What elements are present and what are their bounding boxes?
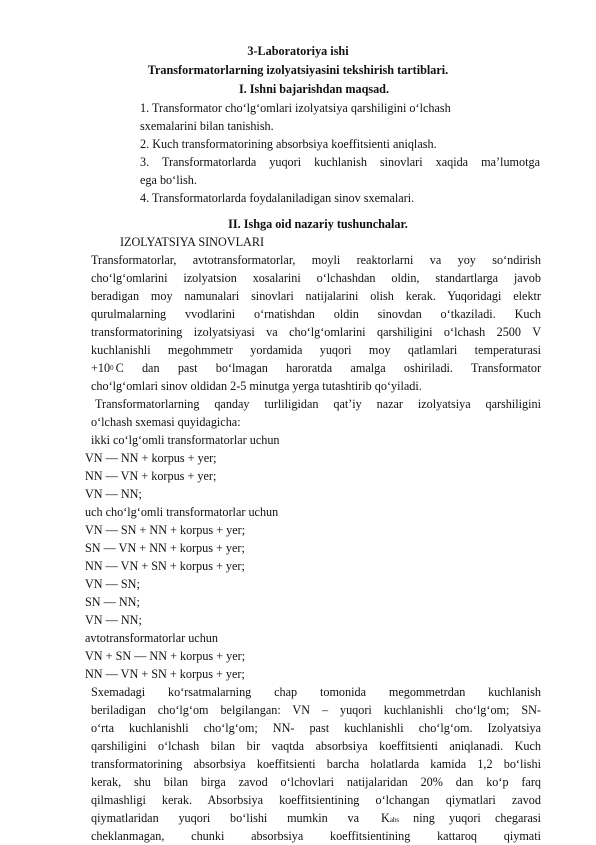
section-subheading: IZOLYATSIYA SINOVLARI bbox=[120, 235, 265, 249]
paragraph-line: Transformatorlarning qanday turliligidan qat’iy nazar izolyatsiya qarshiligini bbox=[95, 397, 541, 411]
paragraph-line: transformatorining izolyatsiyasi va cho‘lg‘omlarini qarshiligini o‘lchash 2500 V bbox=[91, 325, 541, 339]
paragraph-line: beriladigan cho‘lg‘om belgilangan: VN – yuqori kuchlanishli cho‘lg‘om; SN- bbox=[91, 703, 541, 717]
paragraph-line: Transformatorlar, avtotransformatorlar, moyli reaktorlarni va yoy so‘ndirish bbox=[91, 253, 541, 267]
k-abs-symbol: K bbox=[381, 811, 390, 825]
lab-subtitle: Transformatorlarning izolyatsiyasini tekshirish tartiblari. bbox=[147, 63, 449, 77]
k-abs-subscript: abs bbox=[389, 816, 400, 824]
scheme-line: VN + SN — NN + korpus + yer; bbox=[85, 649, 246, 663]
scheme-group-label: avtotransformatorlar uchun bbox=[85, 631, 218, 645]
paragraph-line-rest: C dan past bo‘lmagan haroratda amalga oshiriladi. Transformator bbox=[115, 361, 541, 375]
paragraph-line: o‘lchash sxemasi quyidagicha: bbox=[91, 415, 241, 429]
scheme-line: SN — VN + NN + korpus + yer; bbox=[85, 541, 245, 555]
paragraph-line: qarshiligini o‘lchash bilan bir vaqtda absorbsiya koeffitsienti aniqlanadi. Kuch bbox=[91, 739, 541, 753]
scheme-line: NN — VN + korpus + yer; bbox=[85, 469, 217, 483]
scheme-line: NN — VN + SN + korpus + yer; bbox=[85, 667, 245, 681]
paragraph-line: cho‘lg‘omlari sinov oldidan 2-5 minutga yerga tutashtirib qo‘yiladi. bbox=[91, 379, 422, 393]
aim-heading: I. Ishni bajarishdan maqsad. bbox=[238, 82, 390, 96]
paragraph-line bbox=[91, 360, 541, 377]
paragraph-line: qilmashligi kerak. Absorbsiya koeffitsientining o‘lchangan qiymatlari zavod bbox=[91, 793, 541, 807]
paragraph-line: transformatorining absorbsiya koeffitsienti barcha holatlarda kamida 1,2 bo‘lishi bbox=[91, 757, 541, 771]
paragraph-line: qurulmalarning vvodlarini o‘rnatishdan oldin sinovdan o‘tkaziladi. Kuch bbox=[91, 307, 541, 321]
degree-superscript: 0 bbox=[110, 364, 114, 372]
scheme-line: VN — SN; bbox=[85, 577, 140, 591]
aim-line: ega bo‘lish. bbox=[140, 173, 197, 187]
paragraph-line bbox=[91, 810, 541, 829]
paragraph-line: o‘rta kuchlanishli cho‘lg‘om; NN- past kuchlanishli cho‘lg‘om. Izolyatsiya bbox=[91, 721, 541, 735]
scheme-line: VN — SN + NN + korpus + yer; bbox=[85, 523, 246, 537]
paragraph-line: kuchlanishli megohmmetr yordamida yuqori moy qatlamlari temperaturasi bbox=[91, 343, 541, 357]
lab-title: 3-Laboratoriya ishi bbox=[247, 44, 349, 58]
scheme-line: SN — NN; bbox=[85, 595, 140, 609]
section-heading: II. Ishga oid nazariy tushunchalar. bbox=[228, 217, 408, 231]
paragraph-line: cho‘lg‘omlarini izolyatsion xosalarini o‘lchashdan oldin, standartlarga javob bbox=[91, 271, 541, 285]
aim-line: 2. Kuch transformatorining absorbsiya koeffitsienti aniqlash. bbox=[140, 137, 437, 151]
aim-line: 4. Transformatorlarda foydalaniladigan sinov sxemalari. bbox=[140, 191, 415, 205]
paragraph-line: cheklanmagan, chunki absorbsiya koeffitsientining kattaroq qiymati bbox=[91, 829, 541, 843]
paragraph-line: kerak, shu bilan birga zavod o‘lchovlari natijalaridan 20% dan ko‘p farq bbox=[91, 775, 541, 789]
aim-line: 3. Transformatorlarda yuqori kuchlanish sinovlari xaqida ma’lumotga bbox=[140, 155, 540, 169]
scheme-line: VN — NN; bbox=[85, 613, 142, 627]
paragraph-line-start: qiymatlaridan yuqori bo‘lishi mumkin va bbox=[91, 811, 359, 825]
temperature-value: +10 bbox=[91, 361, 111, 375]
scheme-group-label: uch cho‘lg‘omli transformatorlar uchun bbox=[85, 505, 279, 519]
paragraph-line: beradigan moy namunalari sinovlari natijalarini olish kerak. Yuqoridagi elektr bbox=[91, 289, 541, 303]
paragraph-line-end: ning yuqori chegarasi bbox=[413, 811, 541, 825]
scheme-line: VN — NN; bbox=[85, 487, 142, 501]
scheme-group-label: ikki co‘lg‘omli transformatorlar uchun bbox=[91, 433, 280, 447]
scheme-line: NN — VN + SN + korpus + yer; bbox=[85, 559, 245, 573]
aim-line: sxemalarini bilan tanishish. bbox=[140, 119, 274, 133]
aim-line: 1. Transformator cho‘lg‘omlari izolyatsiya qarshiligini o‘lchash bbox=[140, 101, 451, 115]
paragraph-line: Sxemadagi ko‘rsatmalarning chap tomonida megommetrdan kuchlanish bbox=[91, 685, 541, 699]
scheme-line: VN — NN + korpus + yer; bbox=[85, 451, 217, 465]
